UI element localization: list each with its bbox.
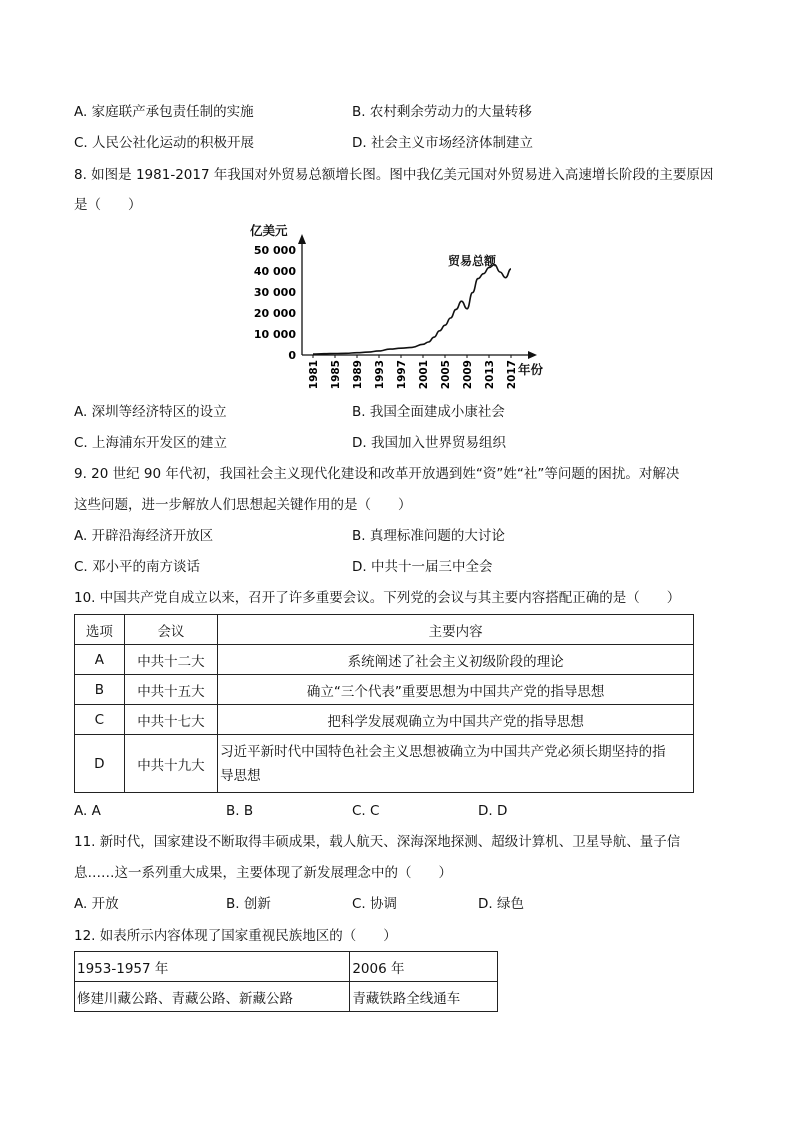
x-tick-label: 2005: [440, 360, 452, 390]
q11-option-c: C. 协调: [352, 896, 398, 912]
x-tick-label: 1985: [330, 360, 342, 390]
q12-stem: 12. 如表所示内容体现了国家重视民族地区的（ ）: [74, 928, 397, 944]
q7-option-b: B. 农村剩余劳动力的大量转移: [352, 104, 532, 120]
x-tick-label: 1993: [374, 360, 386, 390]
x-tick-label: 2017: [506, 360, 518, 390]
chart-ylabel: 亿美元: [250, 223, 288, 238]
table-row: [75, 675, 694, 705]
row-meeting: 中共十七大: [124, 705, 217, 735]
series-label: 贸易总额: [448, 254, 497, 268]
y-tick-label: 50 000: [253, 244, 296, 257]
q10-stem: 10. 中国共产党自成立以来，召开了许多重要会议。下列党的会议与其主要内容搭配正确的是（ ）: [74, 590, 681, 606]
q12-cell-period2: 2006 年: [350, 952, 498, 982]
header-option: 选项: [75, 615, 125, 645]
row-meeting: 中共十九大: [124, 735, 217, 793]
x-tick-label: 2001: [418, 360, 430, 390]
trade-chart: [244, 218, 556, 400]
q11-option-b: B. 创新: [226, 896, 271, 912]
q8-option-b: B. 我国全面建成小康社会: [352, 404, 505, 420]
q9-option-c: C. 邓小平的南方谈话: [74, 559, 201, 575]
y-tick-label: 20 000: [253, 307, 296, 320]
y-axis-arrow: [298, 234, 306, 244]
q10-option-a: A. A: [74, 803, 101, 819]
q12-table: [74, 951, 498, 1012]
row-option: B: [75, 675, 125, 705]
table-row: [75, 952, 498, 982]
q8-stem-line1: 8. 如图是 1981-2017 年我国对外贸易总额增长图。图中我亿美元国对外贸易进入高速增长阶段的主要原因: [74, 167, 714, 183]
q8-option-a: A. 深圳等经济特区的设立: [74, 404, 227, 420]
y-tick-label: 30 000: [253, 286, 296, 299]
table-row: [75, 705, 694, 735]
row-content: 把科学发展观确立为中国共产党的指导思想: [218, 705, 694, 735]
row-content-line2: 导思想: [220, 767, 261, 784]
row-meeting: 中共十五大: [124, 675, 217, 705]
q8-option-c: C. 上海浦东开发区的建立: [74, 435, 228, 451]
x-tick-label: 1989: [352, 360, 364, 390]
y-tick-label: 0: [288, 349, 296, 362]
q11-stem-line2: 息……这一系列重大成果，主要体现了新发展理念中的（ ）: [74, 865, 452, 881]
q10-option-d: D. D: [478, 803, 508, 819]
q12-cell-period1: 1953-1957 年: [75, 952, 350, 982]
row-content: 系统阐述了社会主义初级阶段的理论: [218, 645, 694, 675]
table-row: [75, 735, 694, 793]
row-content-line1: 习近平新时代中国特色社会主义思想被确立为中国共产党必须长期坚持的指: [220, 743, 666, 760]
q11-option-a: A. 开放: [74, 896, 119, 912]
q11-stem-line1: 11. 新时代，国家建设不断取得丰硕成果，载人航天、深海深地探测、超级计算机、卫星导航、量子信: [74, 834, 681, 850]
chart-xlabel: 年份: [518, 362, 544, 377]
row-option: D: [75, 735, 125, 793]
row-option: C: [75, 705, 125, 735]
y-tick-label: 40 000: [253, 265, 296, 278]
row-content: [218, 735, 694, 793]
trade-total-line: [313, 265, 511, 354]
header-content: 主要内容: [218, 615, 694, 645]
x-tick-label: 2013: [484, 360, 496, 390]
q7-option-c: C. 人民公社化运动的积极开展: [74, 135, 255, 151]
x-tick-label: 1981: [308, 360, 320, 390]
table-row: [75, 982, 498, 1012]
row-option: A: [75, 645, 125, 675]
row-meeting: 中共十二大: [124, 645, 217, 675]
q10-table: [74, 614, 694, 793]
q9-option-b: B. 真理标准问题的大讨论: [352, 528, 505, 544]
x-tick-label: 1997: [396, 360, 408, 390]
q12-cell-event1: 修建川藏公路、青藏公路、新藏公路: [75, 982, 350, 1012]
y-tick-label: 10 000: [253, 328, 296, 341]
x-tick-label: 2009: [462, 360, 474, 390]
q9-stem-line2: 这些问题，进一步解放人们思想起关键作用的是（ ）: [74, 497, 412, 513]
table-row: [75, 645, 694, 675]
q8-option-d: D. 我国加入世界贸易组织: [352, 435, 506, 451]
row-content: 确立“三个代表”重要思想为中国共产党的指导思想: [218, 675, 694, 705]
x-axis-arrow: [528, 351, 537, 359]
q9-stem-line1: 9. 20 世纪 90 年代初，我国社会主义现代化建设和改革开放遇到姓“资”姓“社”等问题的困扰。对解决: [74, 466, 680, 482]
q10-table-header-row: [75, 615, 694, 645]
q11-option-d: D. 绿色: [478, 896, 524, 912]
q10-option-b: B. B: [226, 803, 254, 819]
q12-cell-event2: 青藏铁路全线通车: [350, 982, 498, 1012]
header-meeting: 会议: [124, 615, 217, 645]
q9-option-d: D. 中共十一届三中全会: [352, 559, 493, 575]
q7-option-a: A. 家庭联产承包责任制的实施: [74, 104, 254, 120]
q9-option-a: A. 开辟沿海经济开放区: [74, 528, 214, 544]
q7-option-d: D. 社会主义市场经济体制建立: [352, 135, 533, 151]
q10-option-c: C. C: [352, 803, 380, 819]
q8-stem-line2: 是（ ）: [74, 197, 142, 213]
